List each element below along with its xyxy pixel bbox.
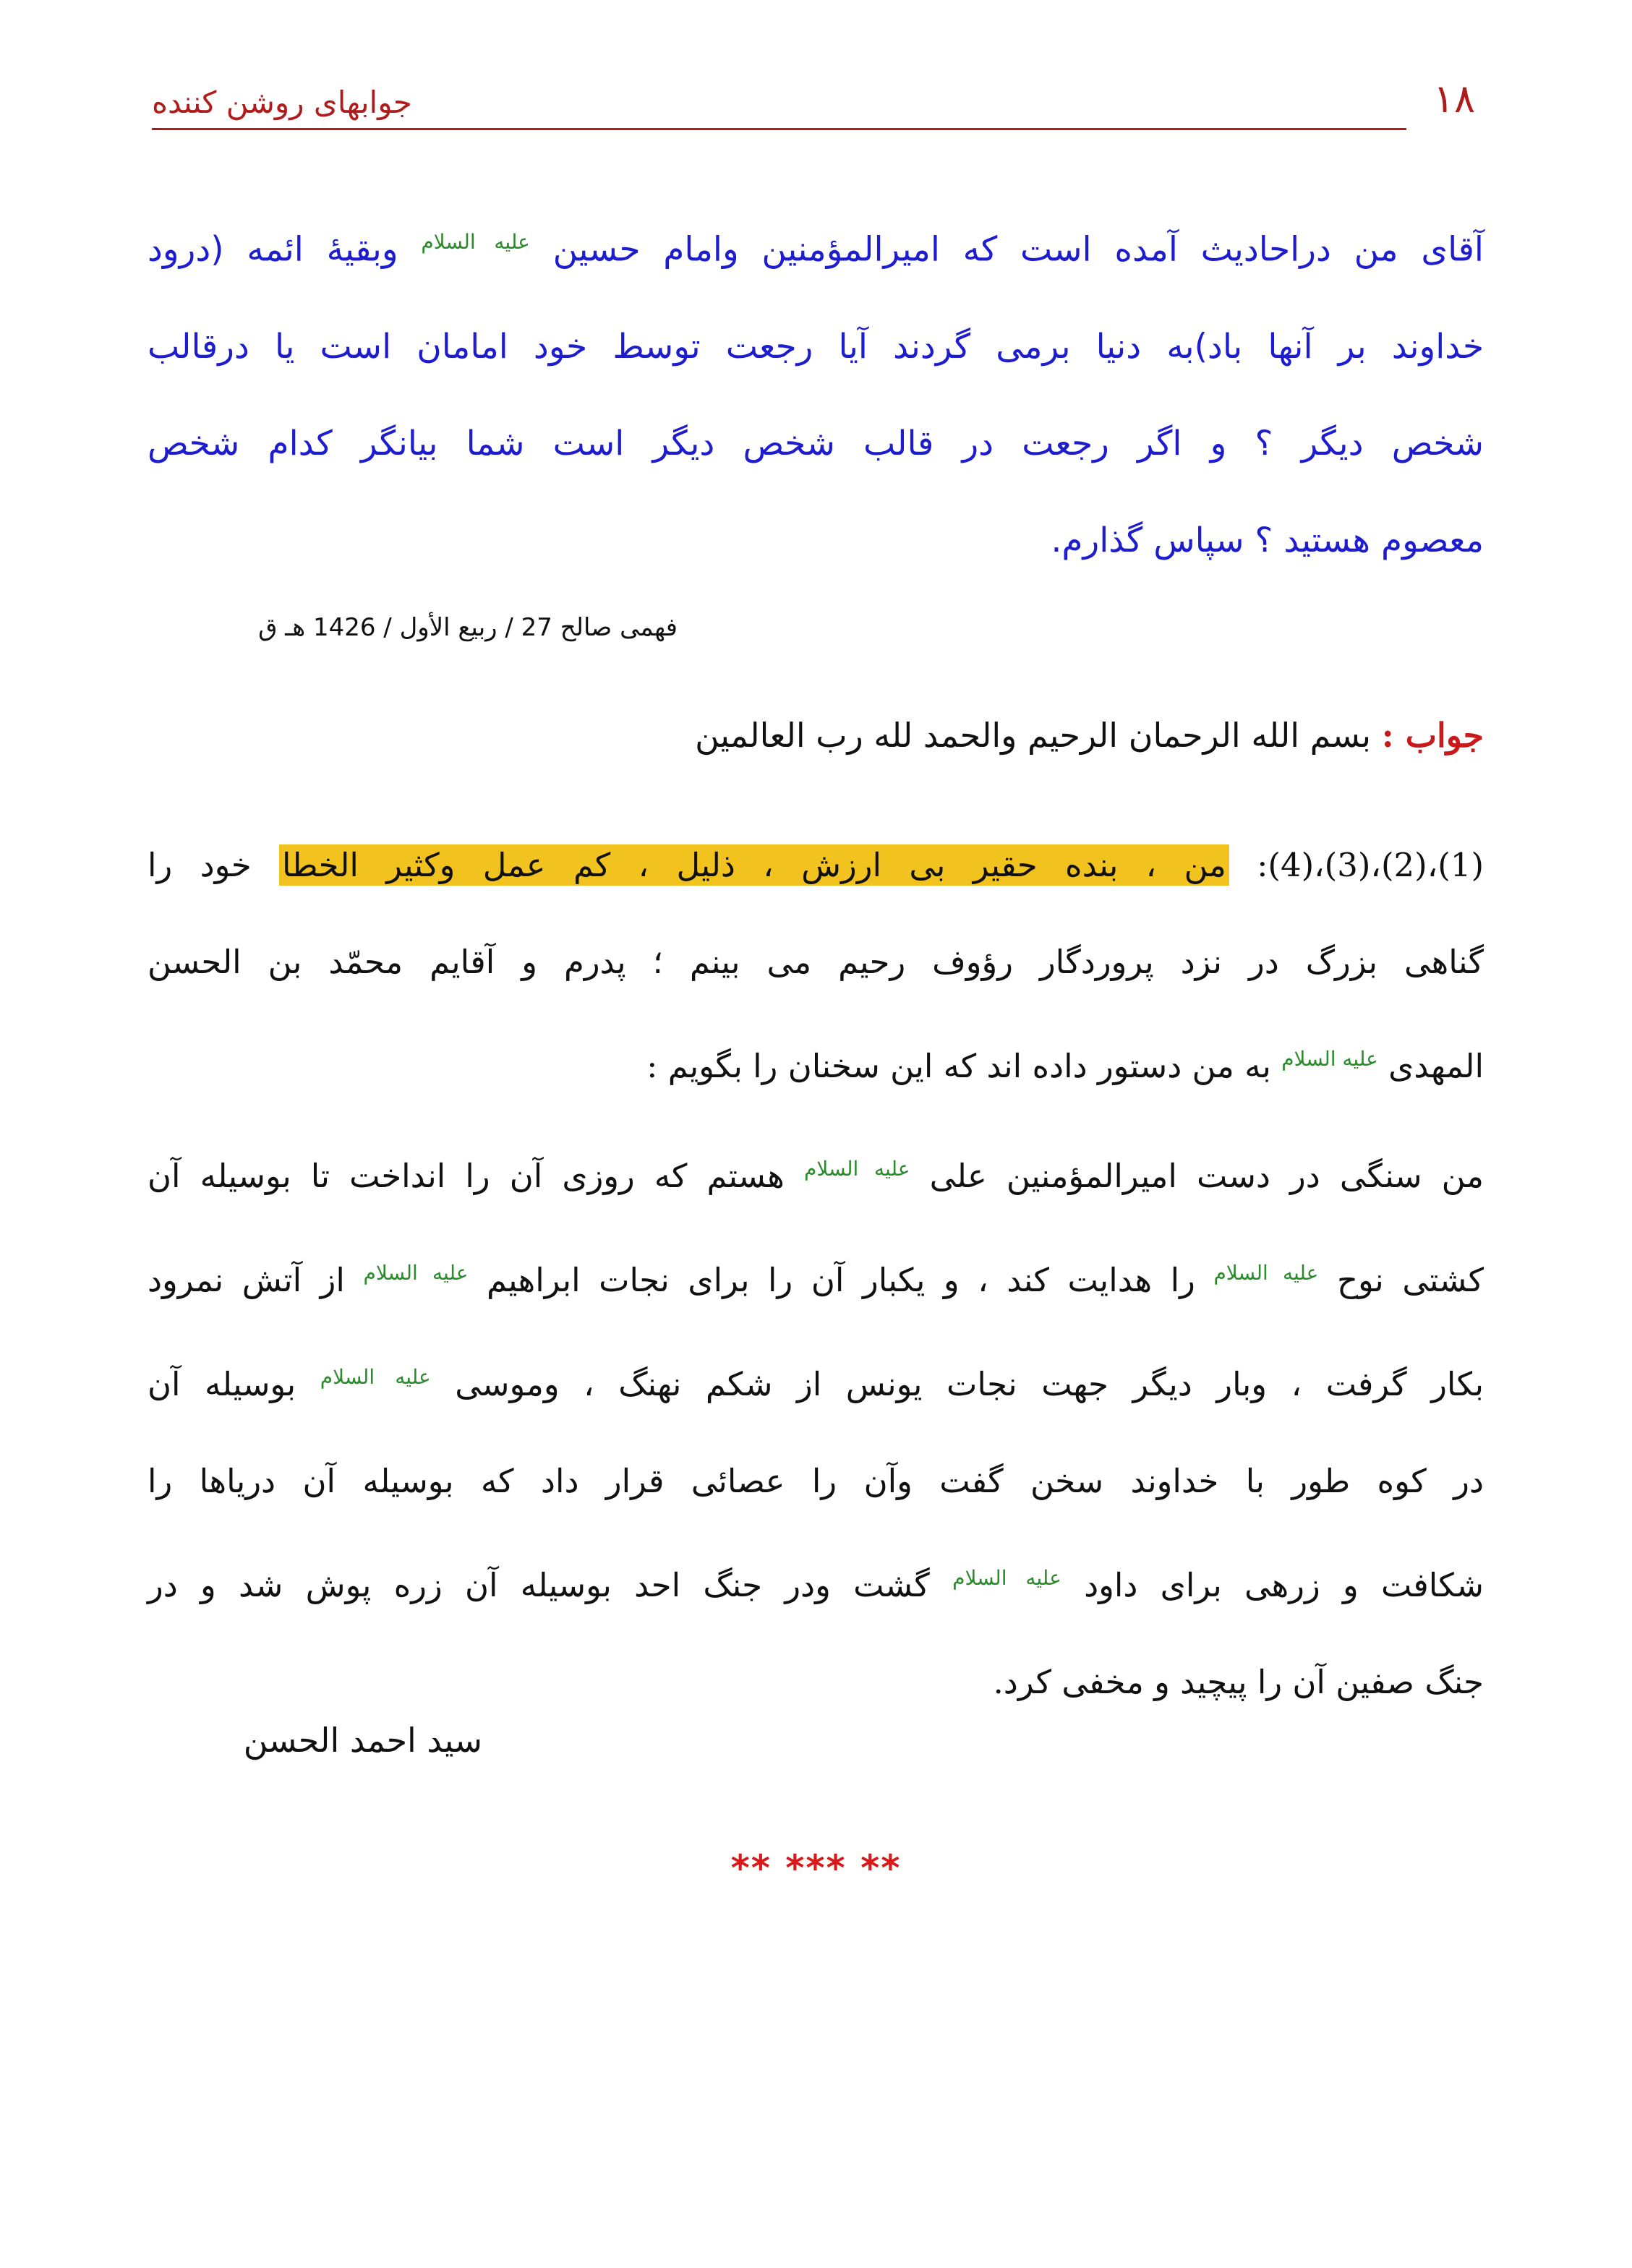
answer-opening: بسم الله الرحمان الرحيم والحمد لله رب العالمين [695, 716, 1372, 755]
answer-line-8: شکافت و زرهی برای داود $^{عليه السلام}$ گشت ودر جنگ احد بوسیله آن زره پوش شد و در [148, 1566, 1484, 1604]
answer-line-5: کشتی نوح $^{عليه السلام}$ را هدایت کند ، و یکبار آن را برای نجات ابراهیم $^{عليه السلام}$ از آتش نمرود [148, 1261, 1484, 1299]
header-rule [152, 128, 1406, 130]
honorific-glyph: عليه السلام [363, 1261, 469, 1285]
answer-paragraph-2 [148, 1121, 1484, 1731]
answer-line-4: من سنگی در دست امیرالمؤمنین علی $^{عليه السلام}$ هستم که روزی آن را انداخت تا بوسیله آن [148, 1157, 1484, 1195]
answer-line-7: در کوه طور با خداوند سخن گفت وآن را عصائی قرار داد که بوسیله آن دریاها را [148, 1462, 1484, 1500]
answer-line-9: جنگ صفین آن را پیچید و مخفی کرد. [993, 1663, 1484, 1701]
question-line-3: شخص دیگر ؟ و اگر رجعت در قالب شخص دیگر است شما بیانگر کدام شخص [148, 423, 1484, 463]
book-title: جوابهای روشن کننده [152, 85, 412, 120]
question-line-1: آقای من دراحادیث آمده است که امیرالمؤمنین وامام حسین $^{عليه السلام}$ وبقیۀ ائمه (درود [148, 229, 1484, 270]
question-text [148, 194, 1484, 589]
honorific-glyph: عليه السلام [1213, 1261, 1319, 1285]
honorific-glyph: عليه السلام [320, 1365, 431, 1389]
author-signature: سید احمد الحسن [243, 1721, 482, 1760]
answer-line-2: گناهی بزرگ در نزد پروردگار رؤوف رحیم می بینم ؛ پدرم و آقایم محمّد بن الحسن [148, 943, 1484, 981]
answer-line-6: بکار گرفت ، وبار دیگر جهت نجات یونس از شکم نهنگ ، وموسی $^{عليه السلام}$ بوسیله آن [148, 1365, 1484, 1403]
question-line-2: خداوند بر آنها باد)به دنیا برمی گردند آیا رجعت توسط خود امامان است یا درقالب [148, 326, 1484, 367]
page-number: ١٨ [1432, 76, 1475, 121]
answer-paragraph-1 [148, 817, 1484, 1115]
answer-line-3: المهدی $^{عليه السلام}$ به من دستور داده اند که این سخنان را بگویم : [646, 1047, 1484, 1085]
honorific-glyph: عليه السلام [952, 1566, 1061, 1590]
answer-heading [695, 716, 1484, 755]
answer-label: جواب : [1381, 716, 1484, 755]
sender-date: فهمی صالح 27 / ربیع الأول / 1426 هـ ق [258, 613, 678, 642]
honorific-glyph: عليه السلام [804, 1157, 910, 1181]
section-separator: ** *** ** [730, 1847, 902, 1889]
answer-line-1: (1)،(2)،(3)،(4): من ، بنده حقیر بی ارزش ، ذلیل ، کم عمل وکثیر الخطا خود را [148, 846, 1484, 884]
honorific-glyph: عليه السلام [421, 230, 530, 254]
question-line-4: معصوم هستید ؟ سپاس گذارم. [1051, 520, 1484, 560]
highlighted-text: من ، بنده حقیر بی ارزش ، ذلیل ، کم عمل وکثیر الخطا [279, 844, 1229, 886]
page-header [152, 76, 1475, 134]
honorific-glyph: عليه السلام [1281, 1047, 1378, 1071]
